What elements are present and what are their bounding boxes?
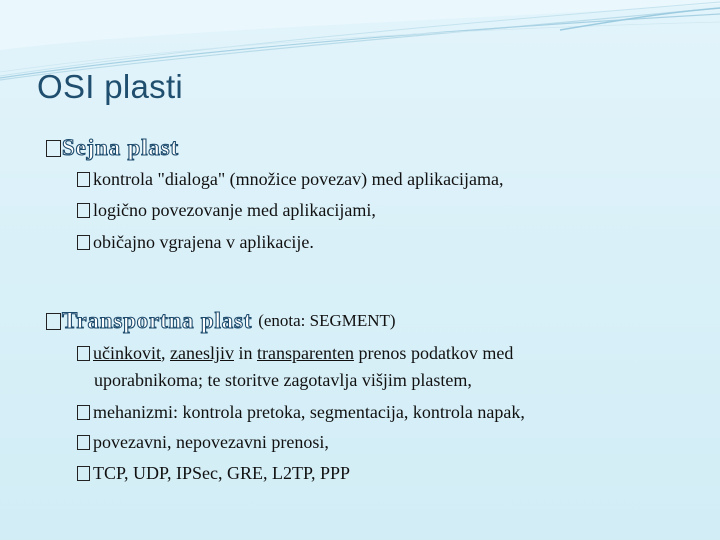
list-item: kontrola "dialoga" (množice povezav) med aplikacijama, [77,169,504,190]
missing-glyph-icon [77,346,90,361]
missing-glyph-icon [77,435,90,450]
section-heading-sejna: Sejna plast [46,135,179,161]
list-item: mehanizmi: kontrola pretoka, segmentacija, kontrola napak, [77,402,525,423]
missing-glyph-icon [77,172,90,187]
unit-note: (enota: SEGMENT) [258,311,396,330]
list-item: učinkovit, zanesljiv in transparenten prenos podatkov med [77,343,513,364]
list-item-continuation: uporabnikoma; te storitve zagotavlja višjim plastem, [94,370,472,390]
list-item: TCP, UDP, IPSec, GRE, L2TP, PPP [77,463,350,484]
list-item: logično povezovanje med aplikacijami, [77,200,376,221]
missing-glyph-icon [77,203,90,218]
list-item: povezavni, nepovezavni prenosi, [77,432,329,453]
missing-glyph-icon [77,235,90,250]
list-item: običajno vgrajena v aplikacije. [77,232,314,253]
missing-glyph-icon [46,140,61,157]
missing-glyph-icon [77,466,90,481]
section-heading-transportna: Transportna plast (enota: SEGMENT) [46,308,396,334]
missing-glyph-icon [77,405,90,420]
missing-glyph-icon [46,313,61,330]
slide-title: OSI plasti [37,68,184,105]
